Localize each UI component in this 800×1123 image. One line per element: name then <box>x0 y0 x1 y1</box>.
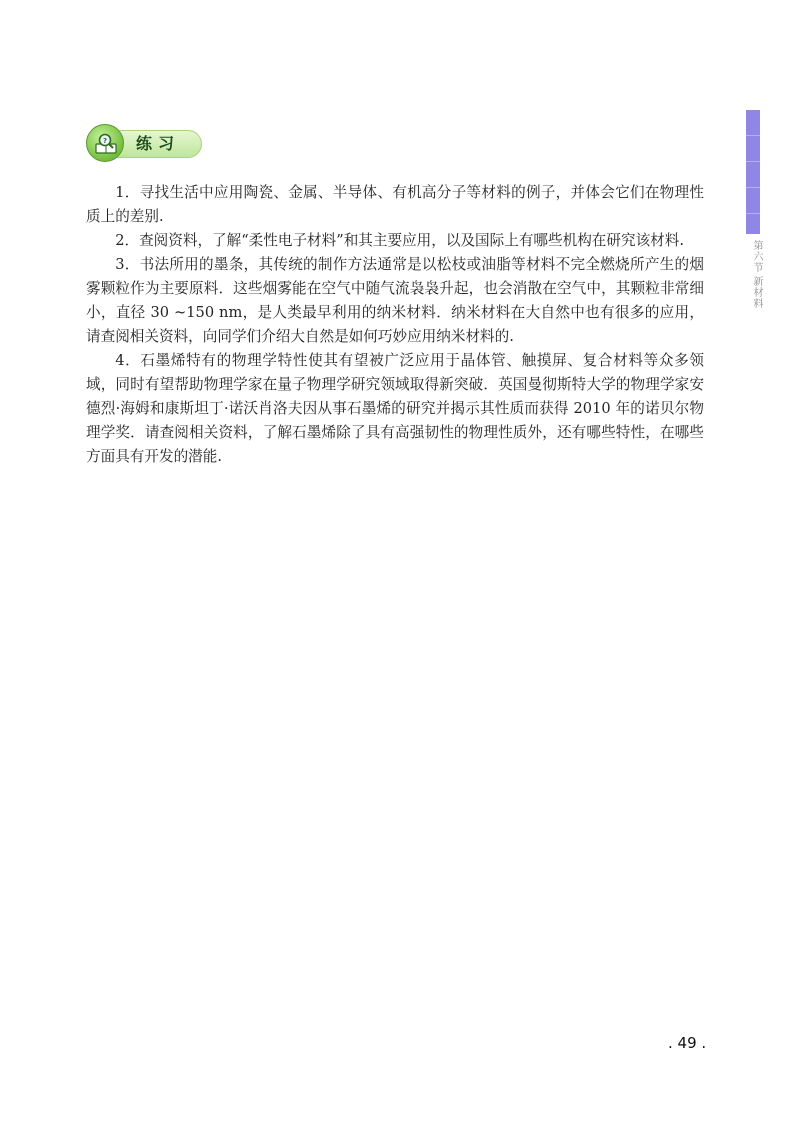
page-number: . 49 . <box>668 1034 707 1052</box>
side-tab-divider <box>746 135 760 136</box>
magnifier-book-icon <box>86 124 124 162</box>
practice-header <box>86 124 210 162</box>
svg-text:?: ? <box>102 137 108 145</box>
exercise-list <box>86 181 704 469</box>
exercise-item: 2．查阅资料，了解“柔性电子材料”和其主要应用，以及国际上有哪些机构在研究该材料. <box>115 232 685 249</box>
side-section-label: 第六节 <box>751 240 762 273</box>
practice-title: 练习 <box>136 134 181 153</box>
side-tab-divider <box>746 187 760 188</box>
exercise-item: 4．石墨烯特有的物理学特性使其有望被广泛应用于晶体管、触摸屏、复合材料等众多领域，同时有望帮助物理学家在量子物理学研究领域取得新突破．英国曼彻斯特大学的物理学家安德烈·海姆和康斯坦丁·诺沃肖洛夫因从事石墨烯的研究并揭示其性质而获得 2010 年的诺贝尔物理学奖．请查阅相关资料，了解石墨烯除了具有高强韧性的物理性质外，还有哪些特性，在哪些方面具有开发的潜能. <box>86 352 704 465</box>
exercise-item: 1．寻找生活中应用陶瓷、金属、半导体、有机高分子等材料的例子，并体会它们在物理性质上的差别. <box>86 184 704 225</box>
exercise-item: 3．书法所用的墨条，其传统的制作方法通常是以松枝或油脂等材料不完全燃烧所产生的烟雾颗粒作为主要原料．这些烟雾能在空气中随气流袅袅升起，也会消散在空气中，其颗粒非常细小，直径 30 ~150 nm，是人类最早利用的纳米材料．纳米材料在大自然中也有很多的应用，请查阅相关资料，向同学们介绍大自然是如何巧妙应用纳米材料的. <box>86 256 704 345</box>
side-tab-divider <box>746 161 760 162</box>
side-tab-bar <box>746 110 760 234</box>
side-tab-divider <box>746 213 760 214</box>
side-topic-label: 新材料 <box>751 276 762 309</box>
